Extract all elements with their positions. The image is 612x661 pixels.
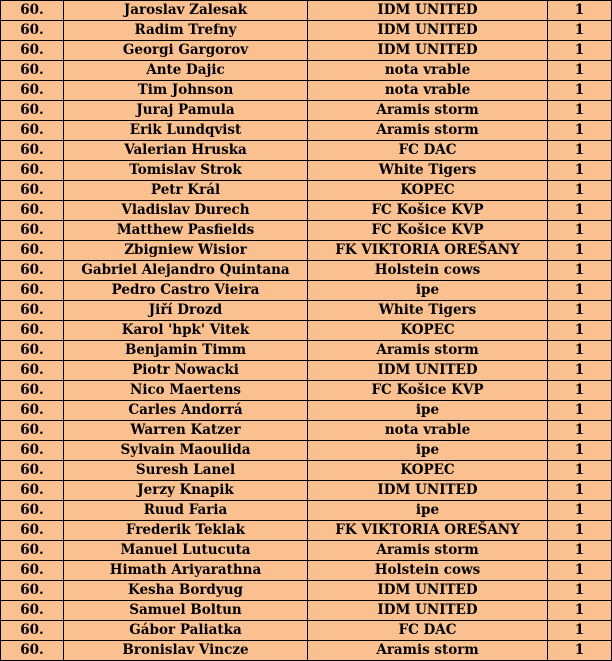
player-name-cell: Suresh Lanel: [64, 461, 308, 481]
rank-cell: 60.: [1, 501, 64, 521]
points-cell: 1: [548, 301, 612, 321]
player-name-cell: Tim Johnson: [64, 81, 308, 101]
team-name-cell: KOPEC: [308, 321, 548, 341]
points-cell: 1: [548, 261, 612, 281]
points-cell: 1: [548, 501, 612, 521]
points-cell: 1: [548, 621, 612, 641]
player-name-cell: Ruud Faria: [64, 501, 308, 521]
table-row: [1, 221, 612, 241]
player-name-cell: Samuel Boltun: [64, 601, 308, 621]
points-cell: 1: [548, 101, 612, 121]
player-name-cell: Jaroslav Zalesak: [64, 1, 308, 21]
table-row: [1, 461, 612, 481]
player-name-cell: Karol 'hpk' Vitek: [64, 321, 308, 341]
rank-cell: 60.: [1, 461, 64, 481]
team-name-cell: KOPEC: [308, 461, 548, 481]
rank-cell: 60.: [1, 521, 64, 541]
team-name-cell: IDM UNITED: [308, 601, 548, 621]
rank-cell: 60.: [1, 301, 64, 321]
player-name-cell: Manuel Lutucuta: [64, 541, 308, 561]
rank-cell: 60.: [1, 361, 64, 381]
rank-cell: 60.: [1, 281, 64, 301]
rank-cell: 60.: [1, 161, 64, 181]
team-name-cell: ipe: [308, 281, 548, 301]
points-cell: 1: [548, 161, 612, 181]
team-name-cell: White Tigers: [308, 301, 548, 321]
points-cell: 1: [548, 381, 612, 401]
rank-cell: 60.: [1, 321, 64, 341]
player-name-cell: Jiří Drozd: [64, 301, 308, 321]
rank-cell: 60.: [1, 121, 64, 141]
rank-cell: 60.: [1, 601, 64, 621]
table-row: [1, 181, 612, 201]
points-cell: 1: [548, 281, 612, 301]
points-cell: 1: [548, 441, 612, 461]
rank-cell: 60.: [1, 61, 64, 81]
points-cell: 1: [548, 581, 612, 601]
points-cell: 1: [548, 401, 612, 421]
team-name-cell: IDM UNITED: [308, 41, 548, 61]
team-name-cell: Aramis storm: [308, 341, 548, 361]
rank-cell: 60.: [1, 641, 64, 661]
points-cell: 1: [548, 241, 612, 261]
points-cell: 1: [548, 361, 612, 381]
player-name-cell: Warren Katzer: [64, 421, 308, 441]
table-row: [1, 381, 612, 401]
player-name-cell: Jerzy Knapik: [64, 481, 308, 501]
team-name-cell: ipe: [308, 501, 548, 521]
rank-cell: 60.: [1, 101, 64, 121]
team-name-cell: Aramis storm: [308, 121, 548, 141]
player-name-cell: Pedro Castro Vieira: [64, 281, 308, 301]
player-name-cell: Georgi Gargorov: [64, 41, 308, 61]
player-name-cell: Sylvain Maoulida: [64, 441, 308, 461]
rank-cell: 60.: [1, 541, 64, 561]
table-row: [1, 341, 612, 361]
points-cell: 1: [548, 561, 612, 581]
points-cell: 1: [548, 601, 612, 621]
table-row: [1, 121, 612, 141]
table-row: [1, 501, 612, 521]
team-name-cell: nota vrable: [308, 421, 548, 441]
team-name-cell: Aramis storm: [308, 101, 548, 121]
points-cell: 1: [548, 481, 612, 501]
points-cell: 1: [548, 141, 612, 161]
table-row: [1, 401, 612, 421]
table-row: [1, 601, 612, 621]
points-cell: 1: [548, 21, 612, 41]
player-name-cell: Carles Andorrá: [64, 401, 308, 421]
player-name-cell: Benjamin Timm: [64, 341, 308, 361]
rank-cell: 60.: [1, 181, 64, 201]
team-name-cell: IDM UNITED: [308, 361, 548, 381]
table-row: [1, 281, 612, 301]
team-name-cell: FC Košice KVP: [308, 381, 548, 401]
points-cell: 1: [548, 341, 612, 361]
rank-cell: 60.: [1, 561, 64, 581]
table-row: [1, 561, 612, 581]
rank-cell: 60.: [1, 21, 64, 41]
team-name-cell: FK VIKTORIA OREŠANY: [308, 521, 548, 541]
player-name-cell: Vladislav Durech: [64, 201, 308, 221]
table-row: [1, 241, 612, 261]
points-cell: 1: [548, 541, 612, 561]
team-name-cell: Holstein cows: [308, 261, 548, 281]
team-name-cell: ipe: [308, 441, 548, 461]
team-name-cell: Aramis storm: [308, 641, 548, 661]
rank-cell: 60.: [1, 241, 64, 261]
rank-cell: 60.: [1, 421, 64, 441]
rank-cell: 60.: [1, 621, 64, 641]
table-row: [1, 81, 612, 101]
player-name-cell: Frederik Teklak: [64, 521, 308, 541]
points-cell: 1: [548, 321, 612, 341]
table-row: [1, 301, 612, 321]
player-name-cell: Nico Maertens: [64, 381, 308, 401]
table-row: [1, 201, 612, 221]
player-name-cell: Piotr Nowacki: [64, 361, 308, 381]
table-row: [1, 161, 612, 181]
table-row: [1, 581, 612, 601]
rank-cell: 60.: [1, 261, 64, 281]
team-name-cell: IDM UNITED: [308, 21, 548, 41]
table-row: [1, 421, 612, 441]
player-name-cell: Radim Trefny: [64, 21, 308, 41]
team-name-cell: FC Košice KVP: [308, 221, 548, 241]
team-name-cell: Holstein cows: [308, 561, 548, 581]
points-cell: 1: [548, 1, 612, 21]
table-row: [1, 521, 612, 541]
points-cell: 1: [548, 461, 612, 481]
points-cell: 1: [548, 61, 612, 81]
rank-cell: 60.: [1, 1, 64, 21]
table-row: [1, 1, 612, 21]
rank-cell: 60.: [1, 201, 64, 221]
rank-cell: 60.: [1, 381, 64, 401]
team-name-cell: FC DAC: [308, 621, 548, 641]
table-row: [1, 141, 612, 161]
player-name-cell: Kesha Bordyug: [64, 581, 308, 601]
rank-cell: 60.: [1, 221, 64, 241]
points-cell: 1: [548, 181, 612, 201]
table-row: [1, 481, 612, 501]
team-name-cell: IDM UNITED: [308, 481, 548, 501]
points-cell: 1: [548, 641, 612, 661]
player-name-cell: Erik Lundqvist: [64, 121, 308, 141]
table-row: [1, 41, 612, 61]
team-name-cell: IDM UNITED: [308, 581, 548, 601]
player-name-cell: Zbigniew Wisior: [64, 241, 308, 261]
player-name-cell: Juraj Pamula: [64, 101, 308, 121]
player-name-cell: Valerian Hruska: [64, 141, 308, 161]
team-name-cell: FC Košice KVP: [308, 201, 548, 221]
table-row: [1, 541, 612, 561]
player-name-cell: Matthew Pasfields: [64, 221, 308, 241]
team-name-cell: Aramis storm: [308, 541, 548, 561]
rank-cell: 60.: [1, 481, 64, 501]
team-name-cell: ipe: [308, 401, 548, 421]
player-name-cell: Gabriel Alejandro Quintana: [64, 261, 308, 281]
rank-cell: 60.: [1, 581, 64, 601]
player-name-cell: Ante Dajic: [64, 61, 308, 81]
table-row: [1, 261, 612, 281]
team-name-cell: FC DAC: [308, 141, 548, 161]
team-name-cell: FK VIKTORIA OREŠANY: [308, 241, 548, 261]
player-name-cell: Bronislav Vincze: [64, 641, 308, 661]
standings-body: [1, 1, 612, 661]
table-row: [1, 641, 612, 661]
rank-cell: 60.: [1, 81, 64, 101]
rank-cell: 60.: [1, 441, 64, 461]
team-name-cell: nota vrable: [308, 61, 548, 81]
points-cell: 1: [548, 221, 612, 241]
table-row: [1, 361, 612, 381]
points-cell: 1: [548, 521, 612, 541]
points-cell: 1: [548, 121, 612, 141]
points-cell: 1: [548, 421, 612, 441]
table-row: [1, 321, 612, 341]
table-row: [1, 101, 612, 121]
points-cell: 1: [548, 201, 612, 221]
table-row: [1, 61, 612, 81]
rank-cell: 60.: [1, 401, 64, 421]
player-name-cell: Tomislav Strok: [64, 161, 308, 181]
rank-cell: 60.: [1, 341, 64, 361]
rank-cell: 60.: [1, 141, 64, 161]
team-name-cell: White Tigers: [308, 161, 548, 181]
table-row: [1, 441, 612, 461]
team-name-cell: IDM UNITED: [308, 1, 548, 21]
team-name-cell: KOPEC: [308, 181, 548, 201]
player-name-cell: Himath Ariyarathna: [64, 561, 308, 581]
player-name-cell: Petr Král: [64, 181, 308, 201]
points-cell: 1: [548, 41, 612, 61]
table-row: [1, 621, 612, 641]
table-row: [1, 21, 612, 41]
points-cell: 1: [548, 81, 612, 101]
rank-cell: 60.: [1, 41, 64, 61]
team-name-cell: nota vrable: [308, 81, 548, 101]
player-name-cell: Gábor Paliatka: [64, 621, 308, 641]
